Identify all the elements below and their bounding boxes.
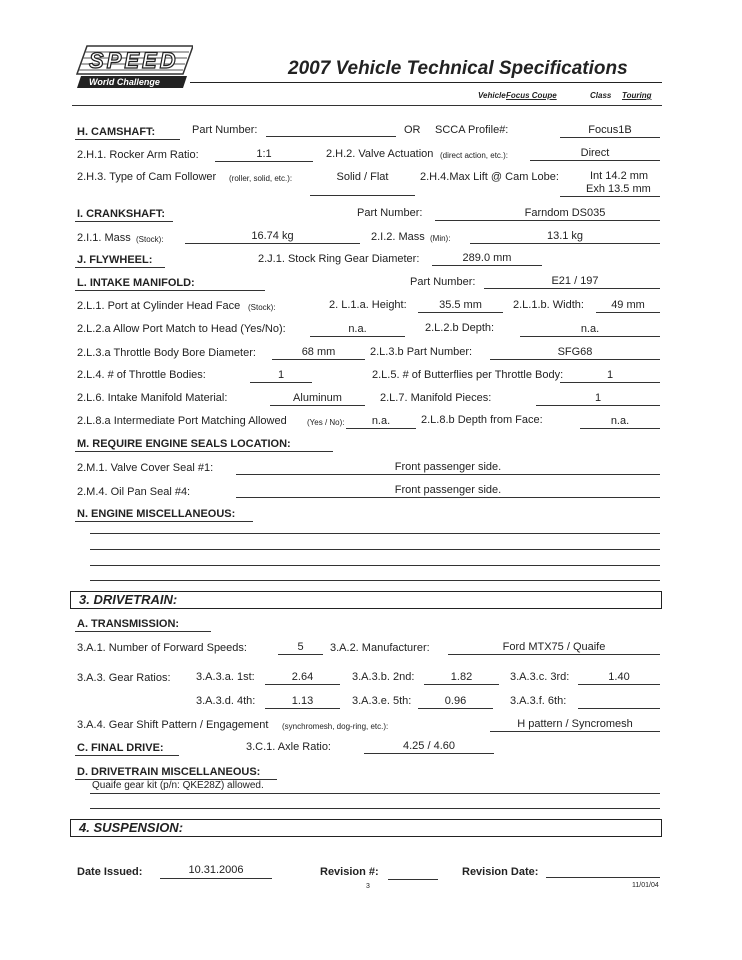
a1-label: 3.A.1. Number of Forward Speeds: — [77, 642, 247, 654]
camshaft-profile-field[interactable] — [560, 137, 660, 138]
h1-label: 2.H.1. Rocker Arm Ratio: — [77, 149, 199, 161]
camshaft-or-label: OR — [404, 124, 421, 136]
j1-label: 2.J.1. Stock Ring Gear Diameter: — [258, 253, 420, 265]
l5-label: 2.L.5. # of Butterflies per Throttle Body: — [372, 369, 564, 381]
l7-label: 2.L.7. Manifold Pieces: — [380, 392, 492, 404]
h4-value-exh: Exh 13.5 mm — [586, 183, 651, 195]
drivetrain-misc-line-1[interactable] — [90, 793, 660, 794]
engine-misc-line-2[interactable] — [90, 549, 660, 550]
l5-field[interactable] — [560, 382, 660, 383]
a3b-value: 1.82 — [450, 671, 473, 683]
class-label: Class — [590, 91, 612, 100]
h4-value-int: Int 14.2 mm — [590, 170, 649, 182]
revision-date-label: Revision Date: — [462, 866, 539, 878]
page-number: 3 — [366, 883, 370, 890]
date-issued-field[interactable] — [160, 878, 272, 879]
l8b-label: 2.L.8.b Depth from Face: — [421, 414, 543, 426]
date-issued-value: 10.31.2006 — [188, 864, 244, 876]
form-date: 11/01/04 — [632, 882, 659, 889]
a3f-field[interactable] — [578, 708, 660, 709]
m4-value: Front passenger side. — [394, 484, 502, 496]
l4-value: 1 — [277, 369, 285, 381]
revision-field[interactable] — [388, 879, 438, 880]
i1-value: 16.74 kg — [251, 230, 294, 242]
a2-value: Ford MTX75 / Quaife — [502, 641, 606, 653]
a2-field[interactable] — [448, 654, 660, 655]
h3-field[interactable] — [310, 195, 415, 196]
engine-misc-line-3[interactable] — [90, 565, 660, 566]
l4-label: 2.L.4. # of Throttle Bodies: — [77, 369, 206, 381]
l3b-value: SFG68 — [557, 346, 593, 358]
l8b-value: n.a. — [610, 415, 630, 427]
camshaft-heading-rule — [75, 139, 180, 140]
c1-value: 4.25 / 4.60 — [403, 740, 455, 752]
i2-value: 13.1 kg — [546, 230, 584, 242]
i2-label: 2.I.2. Mass — [371, 231, 425, 243]
i1-note: (Stock): — [136, 235, 164, 244]
h3-value: Solid / Flat — [336, 171, 389, 183]
j1-value: 289.0 mm — [462, 252, 512, 264]
l7-field[interactable] — [536, 405, 660, 406]
l2a-label: 2.L.2.a Allow Port Match to Head (Yes/No): — [77, 323, 286, 335]
crankshaft-heading: I. CRANKSHAFT: — [77, 208, 165, 220]
l4-field[interactable] — [250, 382, 312, 383]
drivetrain-misc-heading: D. DRIVETRAIN MISCELLANEOUS: — [77, 766, 261, 778]
intake-heading: L. INTAKE MANIFOLD: — [77, 277, 195, 289]
m1-value: Front passenger side. — [394, 461, 502, 473]
page-title: 2007 Vehicle Technical Specifications — [288, 58, 628, 79]
l2b-field[interactable] — [520, 336, 660, 337]
camshaft-profile-value: Focus1B — [588, 124, 632, 136]
l3a-value: 68 mm — [301, 346, 336, 358]
crankshaft-part-field[interactable] — [435, 220, 660, 221]
a3a-label: 3.A.3.a. 1st: — [196, 671, 255, 683]
h2-field[interactable] — [530, 160, 660, 161]
crankshaft-part-value: Farndom DS035 — [524, 207, 606, 219]
date-issued-label: Date Issued: — [77, 866, 143, 878]
engine-misc-line-1[interactable] — [90, 533, 660, 534]
drivetrain-section-title: 3. DRIVETRAIN: — [79, 592, 178, 607]
seals-heading-rule — [75, 451, 333, 452]
l1a-field[interactable] — [418, 312, 503, 313]
l3b-label: 2.L.3.b Part Number: — [370, 346, 473, 358]
h1-field[interactable] — [215, 161, 313, 162]
title-rule — [190, 82, 662, 83]
intake-heading-rule — [75, 290, 265, 291]
transmission-heading: A. TRANSMISSION: — [77, 618, 180, 630]
vehicle-label: Vehicle — [478, 91, 506, 100]
m1-label: 2.M.1. Valve Cover Seal #1: — [77, 462, 214, 474]
a3d-label: 3.A.3.d. 4th: — [196, 695, 256, 707]
l2b-value: n.a. — [580, 323, 600, 335]
l3a-field[interactable] — [272, 359, 365, 360]
c1-field[interactable] — [364, 753, 494, 754]
l8b-field[interactable] — [580, 428, 660, 429]
class-value: Touring — [622, 91, 652, 100]
header-rule — [72, 105, 662, 106]
a2-label: 3.A.2. Manufacturer: — [330, 642, 430, 654]
h2-note: (direct action, etc.): — [440, 151, 509, 160]
i1-field[interactable] — [185, 243, 360, 244]
a3d-value: 1.13 — [291, 695, 314, 707]
h3-note: (roller, solid, etc.): — [229, 174, 293, 183]
l8a-field[interactable] — [346, 428, 416, 429]
engine-misc-heading: N. ENGINE MISCELLANEOUS: — [77, 508, 236, 520]
a4-label: 3.A.4. Gear Shift Pattern / Engagement — [77, 719, 269, 731]
c1-label: 3.C.1. Axle Ratio: — [246, 741, 331, 753]
l5-value: 1 — [606, 369, 614, 381]
revision-label: Revision #: — [320, 866, 379, 878]
l6-field[interactable] — [270, 405, 365, 406]
m4-field[interactable] — [236, 497, 660, 498]
speed-logo — [75, 44, 193, 90]
flywheel-heading-rule — [75, 267, 165, 268]
l2b-label: 2.L.2.b Depth: — [425, 322, 495, 334]
a3c-value: 1.40 — [608, 671, 630, 683]
l1b-field[interactable] — [596, 312, 660, 313]
a3c-label: 3.A.3.c. 3rd: — [510, 671, 570, 683]
l8a-label: 2.L.8.a Intermediate Port Matching Allowed — [77, 415, 287, 427]
drivetrain-misc-value: Quaife gear kit (p/n: QKE28Z) allowed. — [92, 780, 264, 791]
a3b-label: 3.A.3.b. 2nd: — [352, 671, 415, 683]
a3b-field[interactable] — [424, 684, 499, 685]
camshaft-heading: H. CAMSHAFT: — [77, 126, 156, 138]
l1a-value: 35.5 mm — [439, 299, 482, 311]
camshaft-part-field[interactable] — [266, 136, 396, 137]
l8a-note: (Yes / No): — [307, 418, 345, 427]
i2-field[interactable] — [470, 243, 660, 244]
engine-misc-line-4[interactable] — [90, 580, 660, 581]
a3c-field[interactable] — [578, 684, 660, 685]
l7-value: 1 — [594, 392, 602, 404]
l8a-value: n.a. — [371, 415, 391, 427]
l1-note: (Stock): — [248, 303, 276, 312]
a3f-label: 3.A.3.f. 6th: — [510, 695, 567, 707]
a3-label: 3.A.3. Gear Ratios: — [77, 672, 171, 684]
intake-part-value: E21 / 197 — [551, 275, 599, 287]
transmission-heading-rule — [75, 631, 211, 632]
h4-field[interactable] — [560, 196, 660, 197]
logo-world-challenge-text: World Challenge — [89, 77, 160, 87]
h1-value: 1:1 — [256, 148, 272, 160]
camshaft-profile-label: SCCA Profile#: — [435, 124, 509, 136]
crankshaft-part-label: Part Number: — [357, 207, 423, 219]
m4-label: 2.M.4. Oil Pan Seal #4: — [77, 486, 191, 498]
l1b-label: 2.L.1.b. Width: — [513, 299, 584, 311]
suspension-section-box — [70, 819, 662, 837]
a3e-value: 0.96 — [444, 695, 467, 707]
final-drive-heading: C. FINAL DRIVE: — [77, 742, 164, 754]
l6-value: Aluminum — [293, 392, 342, 404]
a1-value: 5 — [297, 641, 304, 653]
a3d-field[interactable] — [265, 708, 340, 709]
vehicle-value: Focus Coupe — [506, 91, 557, 100]
final-drive-heading-rule — [75, 755, 179, 756]
a4-note: (synchromesh, dog-ring, etc.): — [282, 722, 389, 731]
i2-note: (Min): — [430, 234, 451, 243]
revision-date-field[interactable] — [546, 877, 660, 878]
camshaft-part-label: Part Number: — [192, 124, 258, 136]
a3a-field[interactable] — [265, 684, 340, 685]
drivetrain-misc-line-2[interactable] — [90, 808, 660, 809]
a4-value: H pattern / Syncromesh — [517, 718, 633, 730]
h4-label: 2.H.4.Max Lift @ Cam Lobe: — [420, 171, 559, 183]
l3b-field[interactable] — [490, 359, 660, 360]
h2-value: Direct — [580, 147, 610, 159]
m1-field[interactable] — [236, 474, 660, 475]
a3e-field[interactable] — [418, 708, 493, 709]
l3a-label: 2.L.3.a Throttle Body Bore Diameter: — [77, 347, 256, 359]
a4-field[interactable] — [490, 731, 660, 732]
drivetrain-section-box — [70, 591, 662, 609]
l1a-label: 2. L.1.a. Height: — [329, 299, 407, 311]
logo-speed-text: SPEED — [89, 48, 179, 73]
seals-heading: M. REQUIRE ENGINE SEALS LOCATION: — [77, 438, 291, 450]
l1b-value: 49 mm — [611, 299, 645, 311]
l2a-field[interactable] — [310, 336, 405, 337]
a3a-value: 2.64 — [291, 671, 314, 683]
suspension-section-title: 4. SUSPENSION: — [79, 820, 184, 835]
intake-part-field[interactable] — [484, 288, 660, 289]
a3e-label: 3.A.3.e. 5th: — [352, 695, 412, 707]
l2a-value: n.a. — [348, 323, 367, 335]
j1-field[interactable] — [432, 265, 542, 266]
a1-field[interactable] — [278, 654, 323, 655]
flywheel-heading: J. FLYWHEEL: — [77, 254, 153, 266]
l1-label: 2.L.1. Port at Cylinder Head Face — [77, 300, 241, 312]
h2-label: 2.H.2. Valve Actuation — [326, 148, 434, 160]
engine-misc-heading-rule — [75, 521, 253, 522]
intake-part-label: Part Number: — [410, 276, 476, 288]
i1-label: 2.I.1. Mass — [77, 232, 131, 244]
crankshaft-heading-rule — [75, 221, 173, 222]
h3-label: 2.H.3. Type of Cam Follower — [77, 171, 217, 183]
l6-label: 2.L.6. Intake Manifold Material: — [77, 392, 228, 404]
